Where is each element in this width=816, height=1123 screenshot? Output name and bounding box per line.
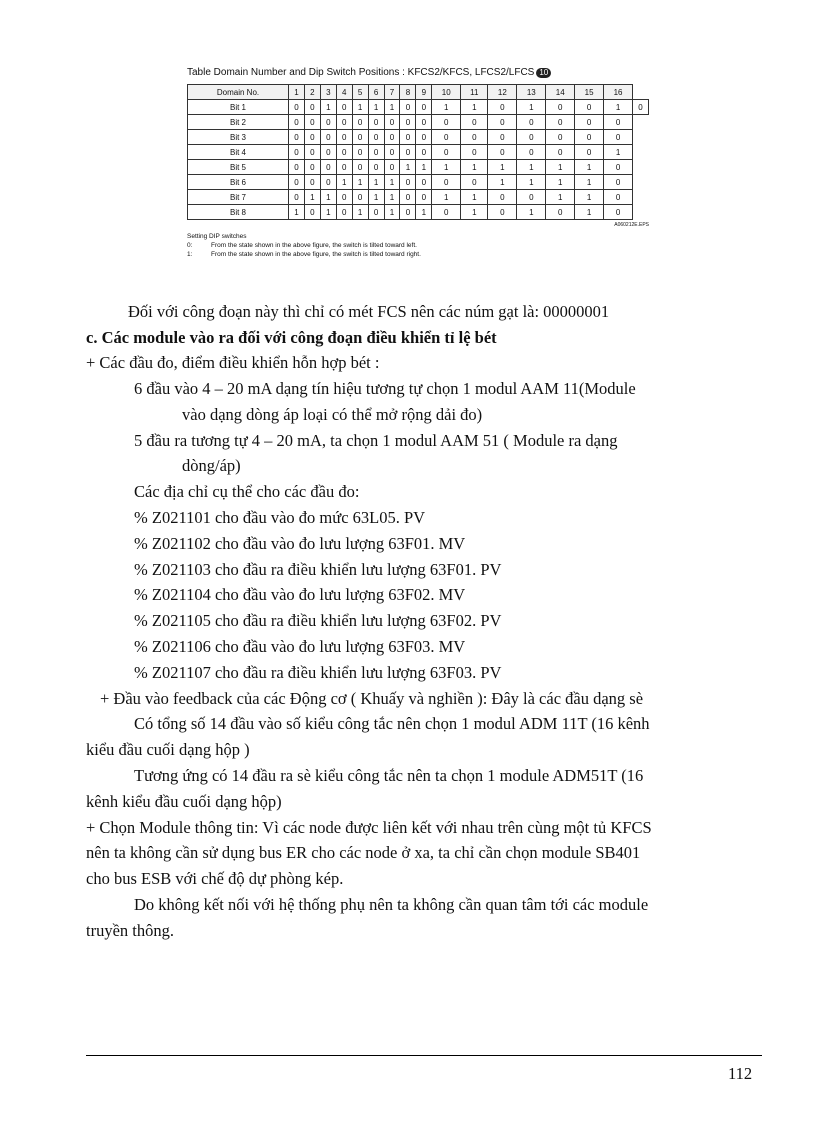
domain-number-cell: 12 [488, 85, 517, 100]
bit-value-cell: 0 [488, 130, 517, 145]
text-line: 5 đầu ra tương tự 4 – 20 mA, ta chọn 1 modul AAM 51 ( Module ra dạng [134, 431, 618, 450]
bit-value-cell: 0 [488, 190, 517, 205]
bit-value-cell: 1 [384, 175, 400, 190]
domain-number-cell: 11 [461, 85, 488, 100]
bit-value-cell: 1 [517, 160, 546, 175]
paragraph-fcs-switch: Đối với công đoạn này thì chỉ có mét FCS nên các núm gạt là: 00000001 [128, 302, 610, 321]
text-line: cho bus ESB với chế độ dự phòng kép. [86, 869, 344, 888]
bit-value-cell: 0 [289, 145, 305, 160]
bit-value-cell: 1 [384, 100, 400, 115]
bit-value-cell: 0 [289, 130, 305, 145]
bit-value-cell: 0 [336, 145, 352, 160]
figure-code: A060212E.EPS [614, 222, 649, 228]
bit-value-cell: 0 [416, 100, 432, 115]
address-line: % Z021107 cho đầu ra điều khiển lưu lượng 63F03. PV [134, 663, 502, 682]
bit-value-cell: 1 [461, 100, 488, 115]
table-header-row [188, 85, 649, 100]
bit-label-cell: Bit 6 [188, 175, 289, 190]
domain-number-cell: 9 [416, 85, 432, 100]
bit-value-cell: 0 [517, 115, 546, 130]
bit-value-cell: 0 [320, 115, 336, 130]
bit-value-cell: 0 [416, 145, 432, 160]
table-row [188, 190, 649, 205]
bit-value-cell: 0 [604, 175, 633, 190]
bit-value-cell: 0 [304, 130, 320, 145]
domain-number-cell: 10 [432, 85, 461, 100]
bit-value-cell: 0 [384, 160, 400, 175]
bit-value-cell: 0 [488, 205, 517, 220]
bit-value-cell: 1 [488, 175, 517, 190]
bit-value-cell: 1 [368, 175, 384, 190]
bit-value-cell: 1 [488, 160, 517, 175]
bit-value-cell: 0 [517, 130, 546, 145]
bit-label-cell: Bit 5 [188, 160, 289, 175]
bit-value-cell: 0 [352, 115, 368, 130]
bit-value-cell: 0 [368, 205, 384, 220]
bit-value-cell: 1 [461, 160, 488, 175]
bit-value-cell: 0 [575, 100, 604, 115]
bit-value-cell: 1 [604, 100, 633, 115]
bit-value-cell: 0 [461, 115, 488, 130]
bit-value-cell: 1 [289, 205, 305, 220]
bit-value-cell: 1 [304, 190, 320, 205]
bit-value-cell: 0 [400, 115, 416, 130]
bit-value-cell: 1 [575, 190, 604, 205]
address-line: % Z021106 cho đầu vào đo lưu lượng 63F03. MV [134, 637, 466, 656]
note-line: 0: From the state shown in the above figure, the switch is tilted toward left. [187, 242, 417, 249]
bit-value-cell: 0 [416, 175, 432, 190]
bit-value-cell: 0 [517, 190, 546, 205]
bit-value-cell: 0 [604, 130, 633, 145]
domain-number-cell: 14 [546, 85, 575, 100]
domain-number-cell: 8 [400, 85, 416, 100]
bit-value-cell: 0 [304, 160, 320, 175]
bit-label-cell: Bit 4 [188, 145, 289, 160]
bit-value-cell: 0 [400, 100, 416, 115]
bit-value-cell: 0 [320, 160, 336, 175]
domain-number-cell: 4 [336, 85, 352, 100]
bit-value-cell: 0 [368, 145, 384, 160]
bit-value-cell: 0 [546, 205, 575, 220]
bit-value-cell: 1 [432, 100, 461, 115]
bit-value-cell: 0 [304, 175, 320, 190]
bit-value-cell: 1 [368, 100, 384, 115]
bit-value-cell: 0 [289, 190, 305, 205]
bit-value-cell: 1 [336, 175, 352, 190]
bit-value-cell: 0 [546, 130, 575, 145]
bit-value-cell: 0 [352, 190, 368, 205]
bit-label-cell: Bit 7 [188, 190, 289, 205]
page-number: 112 [728, 1064, 753, 1083]
bit-value-cell: 1 [416, 205, 432, 220]
bit-value-cell: 0 [336, 160, 352, 175]
domain-number-cell: 16 [604, 85, 633, 100]
table-row [188, 115, 649, 130]
bit-value-cell: 1 [320, 205, 336, 220]
bit-value-cell: 0 [400, 190, 416, 205]
bit-value-cell: 0 [400, 205, 416, 220]
bit-value-cell: 0 [604, 190, 633, 205]
bit-value-cell: 0 [384, 145, 400, 160]
bit-value-cell: 0 [400, 145, 416, 160]
bit-value-cell: 0 [604, 115, 633, 130]
bit-value-cell: 1 [517, 175, 546, 190]
bit-value-cell: 1 [546, 160, 575, 175]
bit-value-cell: 1 [575, 175, 604, 190]
bit-value-cell: 0 [336, 115, 352, 130]
domain-number-cell: 13 [517, 85, 546, 100]
bit-value-cell: 0 [384, 115, 400, 130]
list-item: + Chọn Module thông tin: Vì các node được liên kết với nhau trên cùng một tủ KFCS [86, 818, 652, 837]
text-line: truyền thông. [86, 921, 174, 940]
bit-value-cell: 1 [368, 190, 384, 205]
bit-value-cell: 1 [604, 145, 633, 160]
bit-value-cell: 1 [461, 190, 488, 205]
text-line: 6 đầu vào 4 – 20 mA dạng tín hiệu tương tự chọn 1 modul AAM 11(Module [134, 379, 636, 398]
bit-value-cell: 0 [336, 190, 352, 205]
text-line: kiểu đầu cuối dạng hộp ) [86, 740, 250, 759]
dip-switch-table-figure [187, 66, 657, 259]
bit-value-cell: 1 [517, 100, 546, 115]
bit-value-cell: 1 [384, 190, 400, 205]
domain-number-cell: 5 [352, 85, 368, 100]
bit-value-cell: 1 [416, 160, 432, 175]
bit-value-cell: 0 [575, 130, 604, 145]
bit-value-cell: 0 [384, 130, 400, 145]
bit-value-cell: 0 [546, 115, 575, 130]
bit-value-cell: 1 [352, 175, 368, 190]
bit-value-cell: 0 [432, 130, 461, 145]
bit-value-cell: 0 [368, 115, 384, 130]
bit-value-cell: 0 [352, 145, 368, 160]
address-line: % Z021104 cho đầu vào đo lưu lượng 63F02. MV [134, 585, 466, 604]
text-line: nên ta không cần sử dụng bus ER cho các node ở xa, ta chỉ cần chọn module SB401 [86, 843, 641, 862]
domain-number-cell: 6 [368, 85, 384, 100]
bit-value-cell: 1 [320, 100, 336, 115]
bit-value-cell: 0 [488, 145, 517, 160]
text-line: kênh kiểu đầu cuối dạng hộp) [86, 792, 282, 811]
text-line: Tương ứng có 14 đầu ra sè kiểu công tắc nên ta chọn 1 module ADM51T (16 [134, 766, 644, 785]
domain-number-cell: 7 [384, 85, 400, 100]
bit-value-cell: 0 [368, 130, 384, 145]
bit-value-cell: 0 [320, 145, 336, 160]
text-line: vào dạng dòng áp loại có thể mở rộng dải đo) [182, 405, 483, 424]
bit-value-cell: 1 [400, 160, 416, 175]
bit-label-cell: Bit 3 [188, 130, 289, 145]
table-row [188, 145, 649, 160]
table-row [188, 130, 649, 145]
bit-value-cell: 0 [416, 115, 432, 130]
text-line: dòng/áp) [182, 456, 241, 475]
address-line: % Z021101 cho đầu vào đo mức 63L05. PV [134, 508, 426, 527]
bit-value-cell: 1 [517, 205, 546, 220]
address-line: % Z021102 cho đầu vào đo lưu lượng 63F01. MV [134, 534, 466, 553]
bit-value-cell: 0 [432, 205, 461, 220]
text-line: Có tổng số 14 đầu vào số kiểu công tắc nên chọn 1 modul ADM 11T (16 kênh [134, 714, 650, 733]
dip-notes [187, 232, 657, 259]
bit-value-cell: 1 [575, 205, 604, 220]
bit-value-cell: 0 [416, 190, 432, 205]
table-title: Table Domain Number and Dip Switch Positions : KFCS2/KFCS, LFCS2/LFCS 10 [187, 66, 657, 80]
table-row [188, 160, 649, 175]
bit-value-cell: 0 [289, 115, 305, 130]
bit-value-cell: 0 [336, 100, 352, 115]
domain-number-cell: 1 [289, 85, 305, 100]
bit-value-cell: 0 [432, 115, 461, 130]
bit-value-cell: 0 [461, 175, 488, 190]
dip-switch-table [187, 84, 649, 220]
domain-number-cell: 3 [320, 85, 336, 100]
text-line: Do không kết nối với hệ thống phụ nên ta không cần quan tâm tới các module [134, 895, 649, 914]
bit-value-cell: 0 [304, 100, 320, 115]
bit-value-cell: 0 [400, 175, 416, 190]
bit-value-cell: 0 [289, 160, 305, 175]
text-line: Các địa chỉ cụ thể cho các đầu đo: [134, 482, 360, 501]
bit-value-cell: 0 [400, 130, 416, 145]
bit-value-cell: 0 [304, 115, 320, 130]
bit-value-cell: 1 [546, 175, 575, 190]
list-item: + Đầu vào feedback của các Động cơ ( Khuấy và nghiền ): Đây là các đầu dạng sè [100, 689, 644, 708]
address-line: % Z021103 cho đầu ra điều khiển lưu lượng 63F01. PV [134, 560, 502, 579]
table-badge: 10 [536, 68, 551, 78]
domain-number-cell: 15 [575, 85, 604, 100]
notes-title: Setting DIP switches [187, 233, 247, 240]
section-heading: c. Các module vào ra đối với công đoạn điều khiển tỉ lệ bét [86, 328, 497, 347]
address-line: % Z021105 cho đầu ra điều khiển lưu lượng 63F02. PV [134, 611, 502, 630]
bit-value-cell: 0 [416, 130, 432, 145]
bit-value-cell: 0 [488, 115, 517, 130]
bit-value-cell: 1 [461, 205, 488, 220]
bit-value-cell: 1 [352, 205, 368, 220]
bit-value-cell: 1 [320, 190, 336, 205]
bit-value-cell: 0 [575, 145, 604, 160]
bit-value-cell: 0 [461, 145, 488, 160]
bit-value-cell: 0 [604, 205, 633, 220]
bit-value-cell: 0 [546, 100, 575, 115]
bit-value-cell: 0 [352, 130, 368, 145]
bit-value-cell: 0 [488, 100, 517, 115]
domain-header-cell: Domain No. [188, 85, 289, 100]
bit-value-cell: 0 [575, 115, 604, 130]
bit-value-cell: 0 [604, 160, 633, 175]
table-row [188, 175, 649, 190]
bit-value-cell: 0 [461, 130, 488, 145]
bit-value-cell: 0 [336, 205, 352, 220]
footer-rule [86, 1055, 762, 1056]
bit-value-cell: 0 [432, 145, 461, 160]
bit-value-cell: 1 [384, 205, 400, 220]
note-line: 1: From the state shown in the above figure, the switch is tilted toward right. [187, 251, 421, 258]
bit-value-cell: 0 [336, 130, 352, 145]
bit-value-cell: 0 [517, 145, 546, 160]
bit-label-cell: Bit 2 [188, 115, 289, 130]
bit-value-cell: 1 [352, 100, 368, 115]
bit-value-cell: 0 [368, 160, 384, 175]
bit-label-cell: Bit 1 [188, 100, 289, 115]
bit-value-cell: 1 [546, 190, 575, 205]
bit-value-cell: 1 [575, 160, 604, 175]
bit-value-cell: 0 [304, 145, 320, 160]
bit-value-cell: 0 [289, 100, 305, 115]
bit-value-cell: 1 [432, 160, 461, 175]
bit-value-cell: 0 [432, 175, 461, 190]
bit-value-cell: 0 [352, 160, 368, 175]
bit-value-cell: 0 [304, 205, 320, 220]
bit-label-cell: Bit 8 [188, 205, 289, 220]
domain-number-cell: 2 [304, 85, 320, 100]
table-row [188, 100, 649, 115]
bit-value-cell: 0 [633, 100, 649, 115]
list-item: + Các đầu đo, điểm điều khiển hỗn hợp bét : [86, 353, 380, 372]
bit-value-cell: 0 [289, 175, 305, 190]
bit-value-cell: 0 [320, 175, 336, 190]
table-row [188, 205, 649, 220]
bit-value-cell: 1 [432, 190, 461, 205]
bit-value-cell: 0 [320, 130, 336, 145]
bit-value-cell: 0 [546, 145, 575, 160]
